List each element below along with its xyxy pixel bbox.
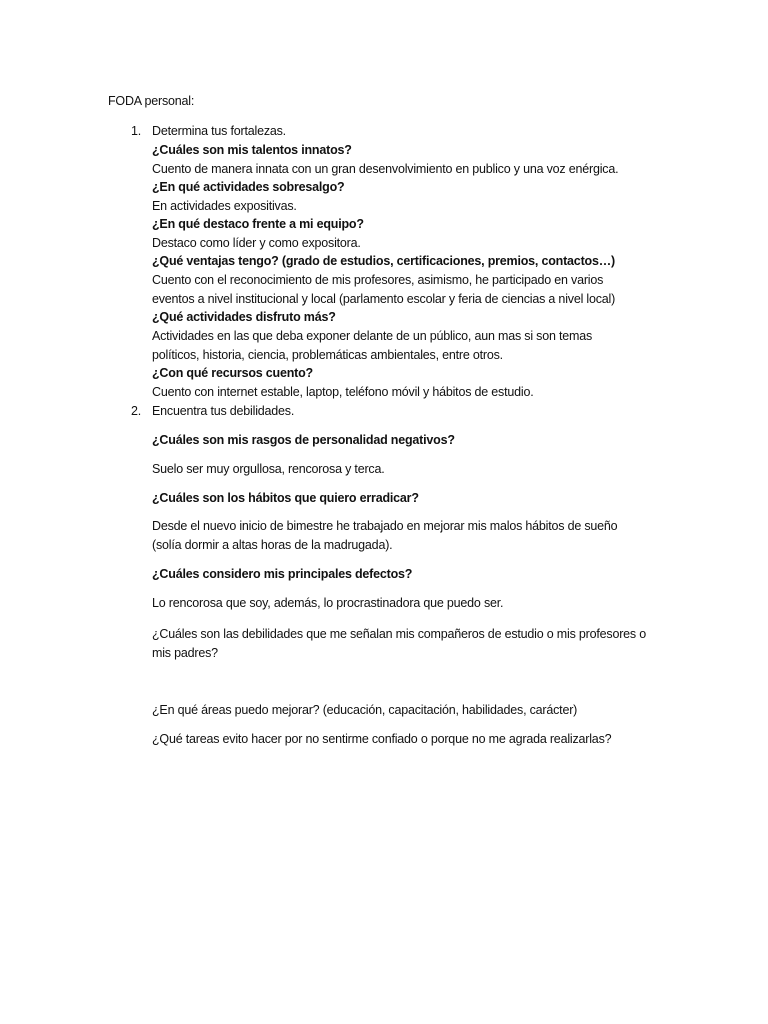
section2-question-2: ¿Cuáles son los hábitos que quiero erradicar? [152, 491, 419, 505]
section1-answer-6: Cuento con internet estable, laptop, teléfono móvil y hábitos de estudio. [152, 385, 534, 399]
section2-heading: Encuentra tus debilidades. [152, 404, 295, 418]
section2-answer-3: Lo rencorosa que soy, además, lo procrastinadora que puedo ser. [152, 596, 504, 610]
section2-question-4-line-2: mis padres? [152, 646, 218, 660]
section1-question-3: ¿En qué destaco frente a mi equipo? [152, 217, 364, 231]
section2-answer-2-line-2: (solía dormir a altas horas de la madrugada). [152, 538, 393, 552]
section1-answer-1: Cuento de manera innata con un gran desenvolvimiento en publico y una voz enérgica. [152, 162, 619, 176]
section2-answer-2-line-1: Desde el nuevo inicio de bimestre he trabajado en mejorar mis malos hábitos de sueño [152, 519, 618, 533]
section1-answer-4-line-2: eventos a nivel institucional y local (parlamento escolar y feria de ciencias a nivel local) [152, 292, 616, 306]
section1-heading: Determina tus fortalezas. [152, 124, 286, 138]
section1-question-5: ¿Qué actividades disfruto más? [152, 310, 336, 324]
section2-question-5: ¿En qué áreas puedo mejorar? (educación, capacitación, habilidades, carácter) [152, 703, 578, 717]
list-number-1: 1. [131, 124, 142, 138]
document-title: FODA personal: [108, 94, 195, 108]
section1-answer-4-line-1: Cuento con el reconocimiento de mis profesores, asimismo, he participado en varios [152, 273, 604, 287]
section2-question-6: ¿Qué tareas evito hacer por no sentirme confiado o porque no me agrada realizarlas? [152, 732, 612, 746]
section1-question-6: ¿Con qué recursos cuento? [152, 366, 313, 380]
section1-question-1: ¿Cuáles son mis talentos innatos? [152, 143, 352, 157]
section1-answer-2: En actividades expositivas. [152, 199, 297, 213]
section1-answer-5-line-2: políticos, historia, ciencia, problemáticas ambientales, entre otros. [152, 348, 503, 362]
section2-question-3: ¿Cuáles considero mis principales defectos? [152, 567, 413, 581]
section1-answer-3: Destaco como líder y como expositora. [152, 236, 361, 250]
section2-question-1: ¿Cuáles son mis rasgos de personalidad negativos? [152, 433, 455, 447]
section2-question-4-line-1: ¿Cuáles son las debilidades que me señalan mis compañeros de estudio o mis profesores o [152, 627, 646, 641]
section2-answer-1: Suelo ser muy orgullosa, rencorosa y terca. [152, 462, 385, 476]
section1-question-2: ¿En qué actividades sobresalgo? [152, 180, 345, 194]
section1-question-4: ¿Qué ventajas tengo? (grado de estudios, certificaciones, premios, contactos…) [152, 254, 615, 268]
list-number-2: 2. [131, 404, 142, 418]
section1-answer-5-line-1: Actividades en las que deba exponer delante de un público, aun mas si son temas [152, 329, 593, 343]
